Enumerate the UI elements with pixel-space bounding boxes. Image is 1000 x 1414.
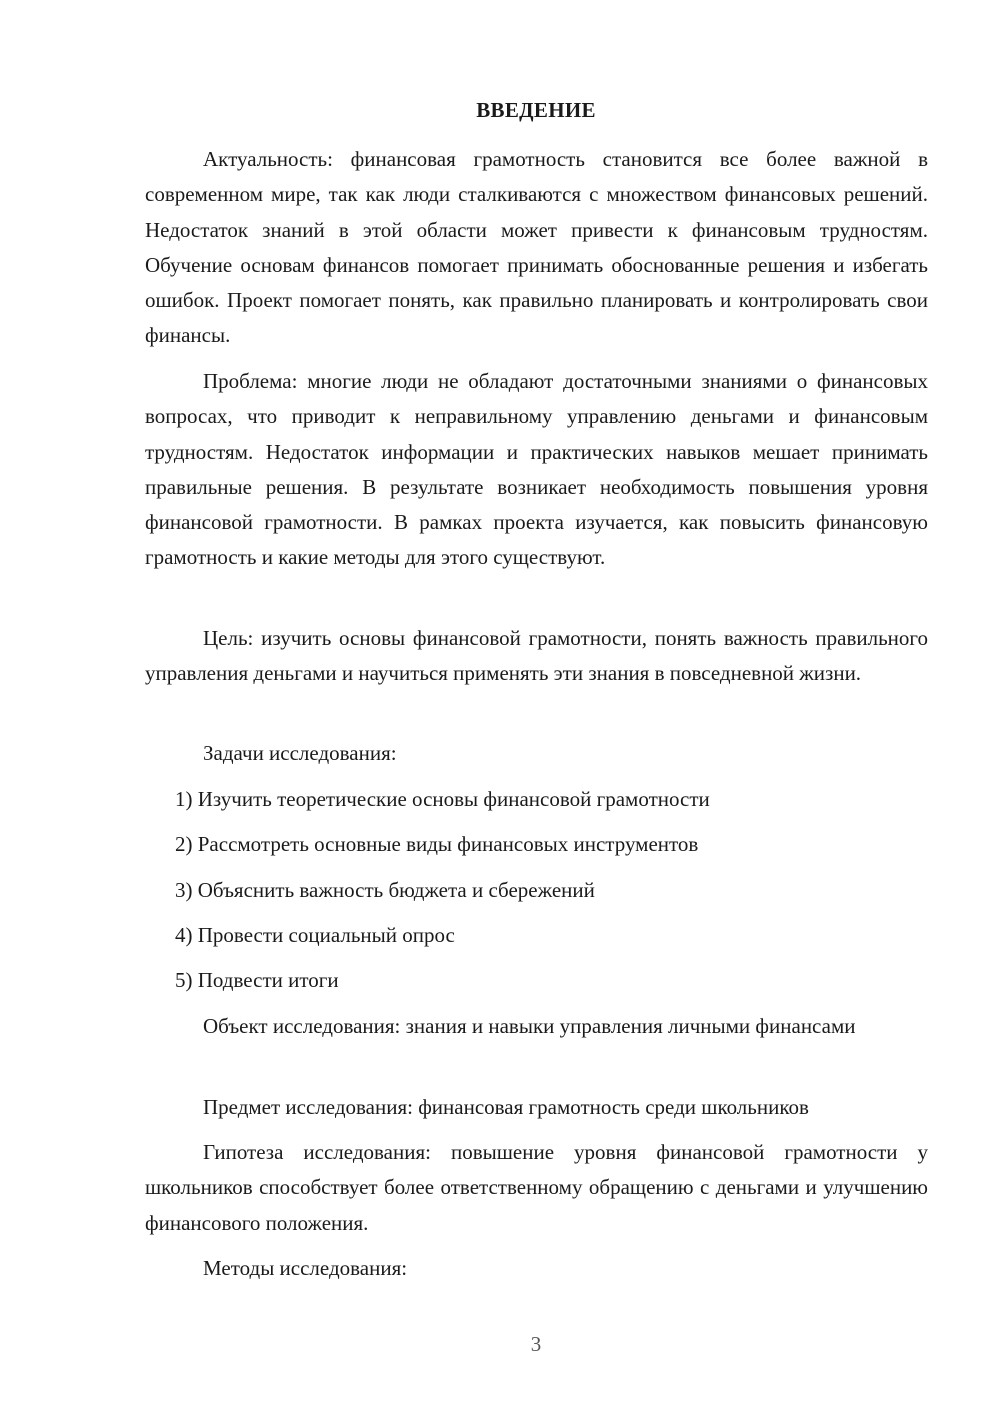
page-number: 3 — [530, 1332, 542, 1356]
paragraph-subject: Предмет исследования: финансовая грамотность среди школьников — [203, 1095, 809, 1119]
methods-heading: Методы исследования: — [203, 1256, 408, 1280]
paragraph-problem: Проблема: многие люди не обладают достаточными знаниями о финансовых вопросах, что приводит к неправильному управлению деньгами и финансовым трудностям. Недостаток информации и практических навыков мешает принимать правильные решения. В результате возникает необходимость повышения уровня финансовой грамотности. В рамках проекта изучается, как повысить финансовую грамотность и какие методы для этого существуют. — [145, 369, 928, 570]
paragraph-relevance: Актуальность: финансовая грамотность становится все более важной в современном мире, так как люди сталкиваются с множеством финансовых решений. Недостаток знаний в этой области может привести к финансовым трудностям. Обучение основам финансов помогает принимать обоснованные решения и избегать ошибок. Проект помогает понять, как правильно планировать и контролировать свои финансы. — [145, 147, 928, 348]
paragraph-object: Объект исследования: знания и навыки управления личными финансами — [203, 1014, 856, 1038]
task-item: 4) Провести социальный опрос — [175, 923, 455, 947]
task-item: 3) Объяснить важность бюджета и сбережений — [175, 878, 595, 902]
paragraph-hypothesis: Гипотеза исследования: повышение уровня финансовой грамотности у школьников способствует более ответственному обращению с деньгами и улучшению финансового положения. — [145, 1140, 928, 1235]
task-item: 1) Изучить теоретические основы финансовой грамотности — [175, 787, 710, 811]
section-title: ВВЕДЕНИЕ — [476, 98, 596, 122]
task-item: 2) Рассмотреть основные виды финансовых инструментов — [175, 832, 699, 856]
task-item: 5) Подвести итоги — [175, 968, 339, 992]
tasks-heading: Задачи исследования: — [203, 741, 397, 765]
paragraph-goal: Цель: изучить основы финансовой грамотности, понять важность правильного управления деньгами и научиться применять эти знания в повседневной жизни. — [145, 626, 928, 686]
